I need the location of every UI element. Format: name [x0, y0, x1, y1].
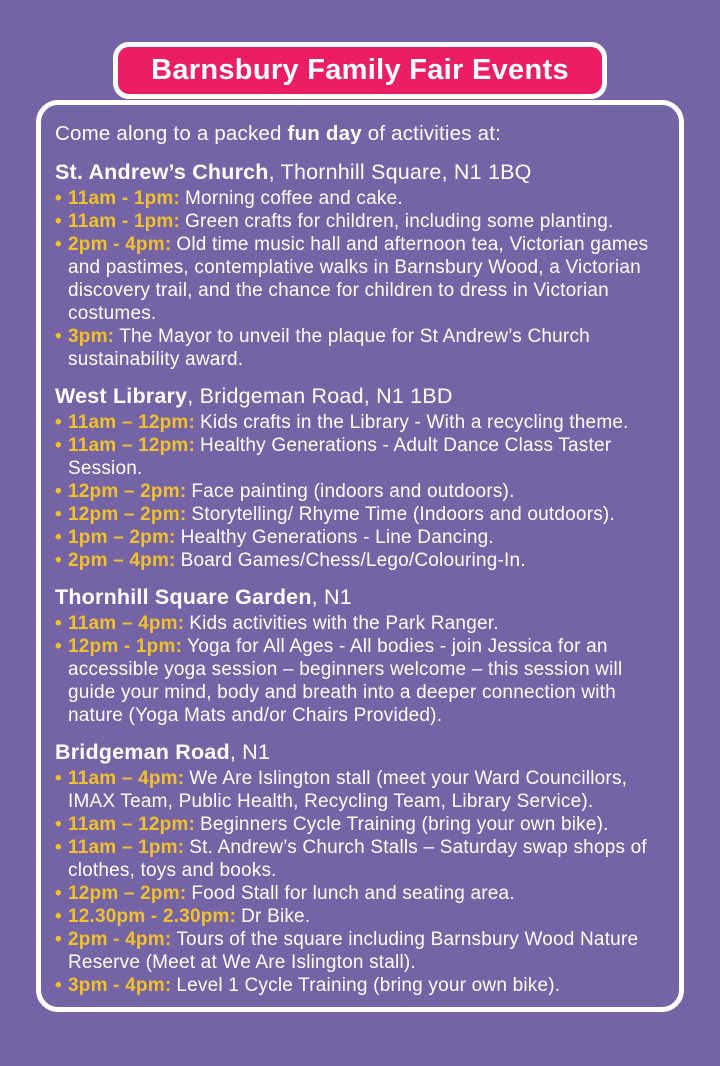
event-desc: Yoga for All Ages - All bodies - join Jessica for an accessible yoga session – beginners welcome – this session will guide your mind, body and breath into a deeper connection with nature (Yoga Mats and/or Chairs Provided). [68, 636, 623, 726]
event-time: 11am – 12pm: [68, 814, 196, 835]
event-item [55, 526, 664, 549]
event-time: 12pm – 2pm: [68, 883, 187, 904]
event-time: 12pm – 2pm: [68, 504, 187, 525]
event-desc: Morning coffee and cake. [185, 188, 403, 209]
venue-address: , Thornhill Square, N1 1BQ [268, 160, 532, 184]
venue-heading [55, 739, 664, 765]
venue-heading [55, 383, 664, 409]
venue-section-west-library [55, 383, 664, 572]
page-title: Barnsbury Family Fair Events [151, 54, 569, 86]
event-time: 3pm - 4pm: [68, 975, 172, 996]
event-desc: We Are Islington stall (meet your Ward Councillors, IMAX Team, Public Health, Recycling Team, Library Service). [68, 768, 628, 812]
event-list [55, 612, 664, 727]
event-item [55, 882, 664, 905]
header-banner [113, 42, 607, 99]
intro-text [55, 121, 664, 147]
event-item [55, 813, 664, 836]
event-time: 12.30pm - 2.30pm: [68, 906, 237, 927]
event-time: 11am – 1pm: [68, 837, 185, 858]
event-list [55, 767, 664, 997]
event-item [55, 210, 664, 233]
venue-address: , Bridgeman Road, N1 1BD [187, 384, 453, 408]
event-time: 11am – 4pm: [68, 613, 185, 634]
venue-section-thornhill-square-garden [55, 584, 664, 727]
event-time: 11am - 1pm: [68, 211, 181, 232]
event-item [55, 434, 664, 480]
venue-name: West Library [55, 384, 188, 408]
event-item [55, 928, 664, 974]
event-desc: St. Andrew’s Church Stalls – Saturday swap shops of clothes, toys and books. [68, 837, 647, 881]
event-desc: Green crafts for children, including some planting. [185, 211, 614, 232]
event-time: 2pm - 4pm: [68, 929, 172, 950]
event-desc: Kids crafts in the Library - With a recycling theme. [200, 412, 629, 433]
event-desc: Dr Bike. [241, 906, 311, 927]
event-desc: Old time music hall and afternoon tea, Victorian games and pastimes, contemplative walks in Barnsbury Wood, a Victorian discovery trail, and the chance for children to dress in Victorian costumes. [68, 234, 649, 324]
venue-address: , N1 [229, 740, 271, 764]
venue-name: St. Andrew’s Church [55, 160, 269, 184]
intro-prefix: Come along to a packed [55, 122, 288, 145]
event-item [55, 480, 664, 503]
event-desc: Board Games/Chess/Lego/Colouring-In. [180, 550, 526, 571]
event-desc: Level 1 Cycle Training (bring your own bike). [176, 975, 561, 996]
event-list [55, 187, 664, 371]
poster [0, 42, 720, 1012]
event-desc: Healthy Generations - Adult Dance Class Taster Session. [68, 435, 612, 479]
event-time: 12pm - 1pm: [68, 636, 183, 657]
event-item [55, 905, 664, 928]
event-item [55, 974, 664, 997]
intro-suffix: of activities at: [361, 122, 502, 145]
venue-heading [55, 159, 664, 185]
venue-section-bridgeman-road [55, 739, 664, 997]
event-item [55, 549, 664, 572]
event-list [55, 411, 664, 572]
event-time: 11am – 12pm: [68, 435, 196, 456]
event-item [55, 233, 664, 325]
event-time: 2pm - 4pm: [68, 234, 172, 255]
event-item [55, 411, 664, 434]
event-desc: Healthy Generations - Line Dancing. [180, 527, 494, 548]
venue-name: Thornhill Square Garden [55, 585, 312, 609]
event-desc: Storytelling/ Rhyme Time (Indoors and outdoors). [191, 504, 615, 525]
event-item [55, 836, 664, 882]
events-panel [36, 100, 684, 1012]
event-desc: Face painting (indoors and outdoors). [191, 481, 515, 502]
event-time: 11am - 1pm: [68, 188, 181, 209]
event-item [55, 325, 664, 371]
event-item [55, 187, 664, 210]
intro-highlight: fun day [287, 122, 362, 145]
event-time: 11am – 12pm: [68, 412, 196, 433]
event-desc: Tours of the square including Barnsbury Wood Nature Reserve (Meet at We Are Islington stall). [68, 929, 639, 973]
event-item [55, 635, 664, 727]
event-time: 3pm: [68, 326, 115, 347]
venue-section-st-andrews-church [55, 159, 664, 371]
event-time: 11am – 4pm: [68, 768, 185, 789]
event-item [55, 612, 664, 635]
event-item [55, 503, 664, 526]
venue-name: Bridgeman Road [55, 740, 230, 764]
event-time: 2pm – 4pm: [68, 550, 176, 571]
venue-heading [55, 584, 664, 610]
event-desc: Food Stall for lunch and seating area. [191, 883, 515, 904]
event-desc: The Mayor to unveil the plaque for St Andrew’s Church sustainability award. [68, 326, 590, 370]
venue-address: , N1 [311, 585, 352, 609]
event-time: 1pm – 2pm: [68, 527, 176, 548]
event-item [55, 767, 664, 813]
event-desc: Beginners Cycle Training (bring your own bike). [200, 814, 609, 835]
event-time: 12pm – 2pm: [68, 481, 187, 502]
event-desc: Kids activities with the Park Ranger. [189, 613, 499, 634]
